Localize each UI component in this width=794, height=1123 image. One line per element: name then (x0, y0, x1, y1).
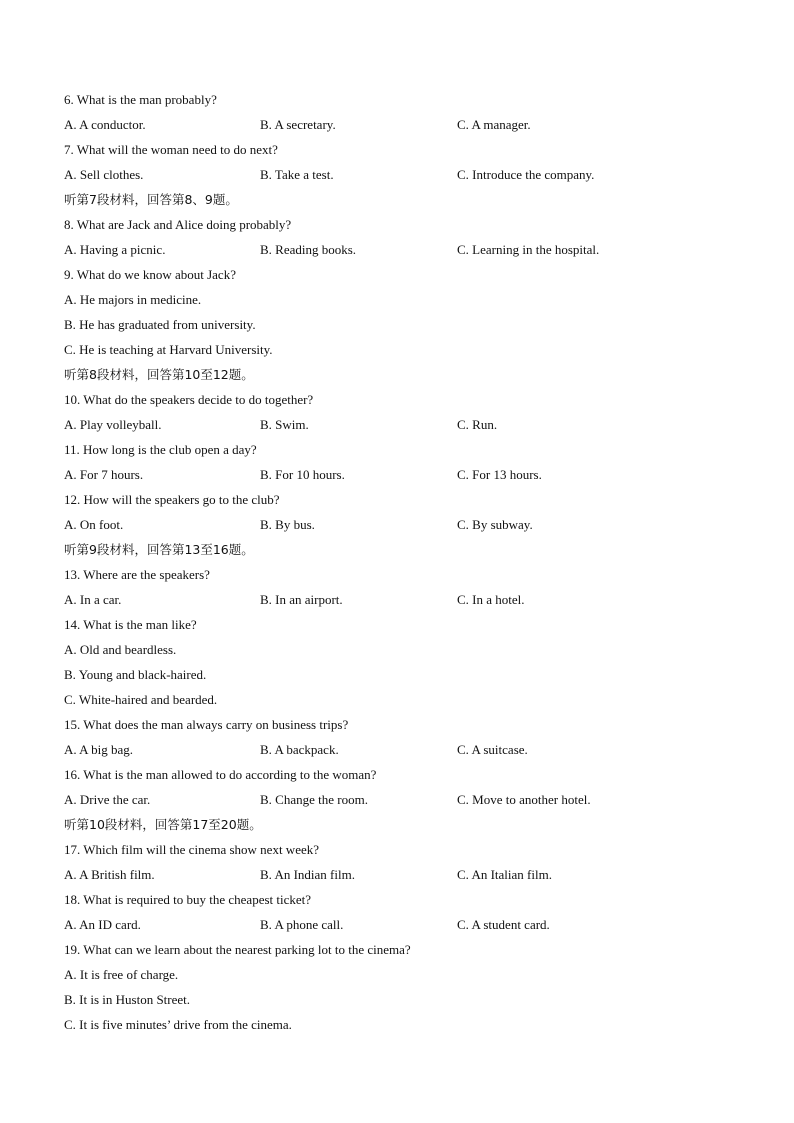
option-c: C. In a hotel. (457, 592, 525, 607)
option-c: C. By subway. (457, 517, 533, 532)
option-a: A. Having a picnic. (64, 242, 166, 257)
option-a: A. Drive the car. (64, 792, 151, 807)
question-line: 9. What do we know about Jack? (64, 267, 236, 282)
option-b: B. In an airport. (260, 592, 343, 607)
option-c: C. A student card. (457, 917, 550, 932)
option-b: B. Swim. (260, 417, 309, 432)
question-line: A. Old and beardless. (64, 642, 177, 657)
option-a: A. For 7 hours. (64, 467, 144, 482)
option-a: A. In a car. (64, 592, 122, 607)
question-line: C. He is teaching at Harvard University. (64, 342, 273, 357)
options-row (64, 912, 744, 937)
question-line: B. He has graduated from university. (64, 317, 256, 332)
question-line: 6. What is the man probably? (64, 92, 217, 107)
question-line: 10. What do the speakers decide to do together? (64, 392, 314, 407)
question-line: B. It is in Huston Street. (64, 992, 191, 1007)
question-line: A. It is free of charge. (64, 967, 179, 982)
section-instruction: 听第9段材料，回答第13至16题。 (64, 542, 254, 557)
option-b: B. An Indian film. (260, 867, 355, 882)
option-a: A. Sell clothes. (64, 167, 144, 182)
question-line: 13. Where are the speakers? (64, 567, 210, 582)
options-row (64, 512, 744, 537)
option-b: B. By bus. (260, 517, 315, 532)
options-row (64, 112, 744, 137)
option-c: C. For 13 hours. (457, 467, 542, 482)
question-line: 14. What is the man like? (64, 617, 197, 632)
options-row (64, 787, 744, 812)
options-row (64, 412, 744, 437)
option-b: B. Take a test. (260, 167, 334, 182)
option-b: B. A secretary. (260, 117, 336, 132)
option-c: C. Learning in the hospital. (457, 242, 600, 257)
options-row (64, 737, 744, 762)
option-c: C. Move to another hotel. (457, 792, 591, 807)
option-b: B. A phone call. (260, 917, 344, 932)
question-line: 19. What can we learn about the nearest parking lot to the cinema? (64, 942, 411, 957)
option-b: B. For 10 hours. (260, 467, 345, 482)
question-line: 8. What are Jack and Alice doing probably? (64, 217, 292, 232)
question-line: 11. How long is the club open a day? (64, 442, 257, 457)
option-c: C. A suitcase. (457, 742, 528, 757)
option-b: B. Reading books. (260, 242, 357, 257)
option-c: C. An Italian film. (457, 867, 552, 882)
option-b: B. Change the room. (260, 792, 368, 807)
option-a: A. On foot. (64, 517, 124, 532)
options-row (64, 462, 744, 487)
option-a: A. An ID card. (64, 917, 141, 932)
option-c: C. Run. (457, 417, 498, 432)
options-row (64, 587, 744, 612)
section-instruction: 听第10段材料，回答第17至20题。 (64, 817, 262, 832)
question-line: C. It is five minutes’ drive from the cinema. (64, 1017, 292, 1032)
section-instruction: 听第7段材料，回答第8、9题。 (64, 192, 238, 207)
option-a: A. A conductor. (64, 117, 146, 132)
question-line: 7. What will the woman need to do next? (64, 142, 278, 157)
option-c: C. A manager. (457, 117, 531, 132)
option-a: A. A big bag. (64, 742, 133, 757)
section-instruction: 听第8段材料，回答第10至12题。 (64, 367, 254, 382)
question-line: 18. What is required to buy the cheapest ticket? (64, 892, 312, 907)
question-line: 17. Which film will the cinema show next week? (64, 842, 319, 857)
option-a: A. Play volleyball. (64, 417, 162, 432)
option-b: B. A backpack. (260, 742, 339, 757)
question-line: A. He majors in medicine. (64, 292, 202, 307)
question-line: B. Young and black-haired. (64, 667, 207, 682)
options-row (64, 862, 744, 887)
exam-page (64, 87, 744, 1037)
option-a: A. A British film. (64, 867, 155, 882)
question-line: C. White-haired and bearded. (64, 692, 218, 707)
options-row (64, 237, 744, 262)
question-line: 15. What does the man always carry on business trips? (64, 717, 349, 732)
options-row (64, 162, 744, 187)
option-c: C. Introduce the company. (457, 167, 595, 182)
question-line: 12. How will the speakers go to the club? (64, 492, 280, 507)
question-line: 16. What is the man allowed to do according to the woman? (64, 767, 377, 782)
